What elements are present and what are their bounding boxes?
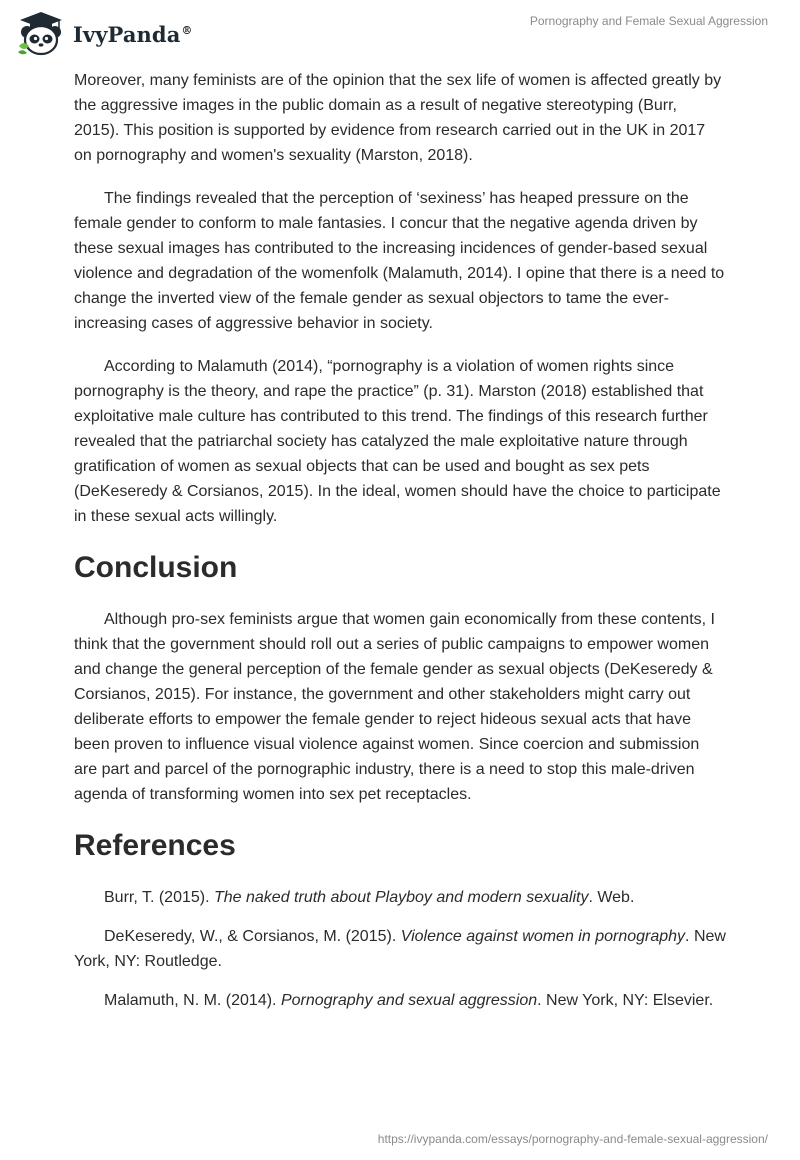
reference-item: Malamuth, N. M. (2014). Pornography and sexual aggression. New York, NY: Elsevier. bbox=[104, 992, 714, 1009]
brand-name: IvyPanda® bbox=[73, 21, 193, 47]
ivypanda-logo[interactable] bbox=[16, 10, 193, 56]
document-title: Pornography and Female Sexual Aggression bbox=[529, 14, 768, 28]
reference-item: DeKeseredy, W., & Corsianos, M. (2015). Violence against women in pornography. New York, NY: Routledge. bbox=[74, 928, 726, 970]
source-url[interactable]: https://ivypanda.com/essays/pornography-and-female-sexual-aggression/ bbox=[377, 1132, 768, 1146]
conclusion-heading: Conclusion bbox=[74, 551, 238, 584]
paragraph: The findings revealed that the perception of ‘sexiness’ has heaped pressure on the female gender to conform to male fantasies. I concur that the negative agenda driven by these sexual images has contributed to the increasing incidences of gender-based sexual violence and degradation of the womenfolk (Malamuth, 2014). I opine that there is a need to change the inverted view of the female gender as sexual objectors to tame the ever-increasing cases of aggressive behavior in society. bbox=[74, 190, 725, 332]
panda-graduate-icon bbox=[16, 10, 66, 56]
paragraph: Moreover, many feminists are of the opinion that the sex life of women is affected greatly by the aggressive images in the public domain as a result of negative stereotyping (Burr, 2015). This position is supported by evidence from research carried out in the UK in 2017 on pornography and women's sexuality (Marston, 2018). bbox=[74, 72, 722, 164]
conclusion-paragraph: Although pro-sex feminists argue that women gain economically from these contents, I think that the government should roll out a series of public campaigns to empower women and change the general perception of the female gender as sexual objects (DeKeseredy & Corsianos, 2015). For instance, the government and other stakeholders might carry out deliberate efforts to empower the female gender to reject hideous sexual acts that have been proven to influence visual violence against women. Since coercion and submission are part and parcel of the pornographic industry, there is a need to stop this male-driven agenda of transforming women into sex pet receptacles. bbox=[74, 611, 715, 803]
references-heading: References bbox=[74, 829, 236, 862]
page-header bbox=[0, 0, 800, 64]
paragraph: According to Malamuth (2014), “pornography is a violation of women rights since pornography is the theory, and rape the practice” (p. 31). Marston (2018) established that exploitative male culture has contributed to this trend. The findings of this research further revealed that the patriarchal society has catalyzed the male exploitative nature through gratification of women as sexual objects that can be used and bought as sex pets (DeKeseredy & Corsianos, 2015). In the ideal, women should have the choice to participate in these sexual acts willingly. bbox=[74, 358, 721, 525]
reference-item: Burr, T. (2015). The naked truth about Playboy and modern sexuality. Web. bbox=[104, 889, 635, 906]
essay-content bbox=[74, 68, 726, 1027]
